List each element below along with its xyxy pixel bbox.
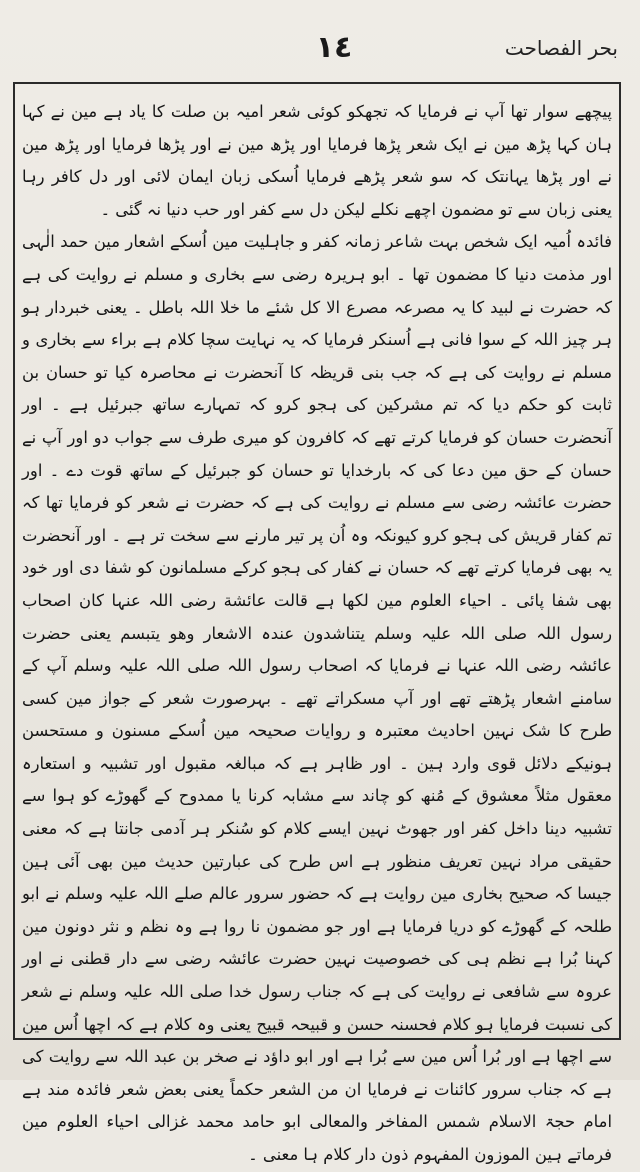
paragraph: فائدہ اُمیہ ایک شخص بہت شاعر زمانہ کفر و جاہلیت مین اُسکے اشعار مین حمد الٰہی اور مذمت دنیا کا مضمون تھا ۔ ابو ہریرہ رضی سے بخاری و مسلم نے روایت کی ہے کہ حضرت نے لبید کا یہ مصرعہ مصرع الا کل شئے ما خلا اللہ باطل ۔ یعنی خبردار ہو ہر چیز اللہ کے سوا فانی ہے اُسنکر فرمایا کہ یہ نہایت سچا کلام ہے براء سے بخاری و مسلم نے روایت کی ہے کہ جب بنی قریظہ کا آنحضرت نے محاصرہ کیا تو حسان بن ثابت کو حکم دیا کہ تم مشرکین کی ہجو کرو کہ تمہارے ساتھ جبرئیل ہے ۔ اور آنحضرت حسان کو فرمایا کرتے تھے کہ کافرون کو میری طرف سے جواب دو اور آپ نے حسان کے حق مین دعا کی کہ بارخدایا تو حسان کو جبرئیل کے ساتھ قوت دے ۔ اور حضرت عائشہ رضی سے مسلم نے روایت کی ہے کہ حضرت نے شعر کو فرمایا تھا کہ تم کفار قریش کی ہجو کرو کیونکہ وہ اُن پر تیر مارنے سے سخت تر ہے ۔ اور آنحضرت یہ بھی فرمایا کرتے تھے کہ حسان نے کفار کی ہجو کرکے مسلمانون کو شفا دی اور خود بھی شفا پائی ۔ احیاء العلوم مین لکھا ہے قالت عائشة رضی اللہ عنہا کان اصحاب رسول اللہ صلی اللہ علیہ وسلم یتناشدون عندہ الاشعار وھو یتبسم یعنی حضرت عائشہ رضی اللہ عنہا نے فرمایا کہ اصحاب رسول اللہ صلی اللہ علیہ وسلم آپ کے سامنے اشعار پڑھتے تھے اور آپ مسکراتے تھے ۔ بہرصورت شعر کے جواز مین کسی طرح کا شک نہین احادیث معتبرہ و روایات صحیحہ مین اُسکے مسنون و مستحسن ہونیکے دلائل قوی وارد ہین ۔ اور ظاہر ہے کہ مبالغہ مقبول اور تشبیہ و استعارہ معقول مثلاً معشوق کے مُنھ کو چاند سے مشابہ کرنا یا ممدوح کے گھوڑے کو ہوا سے تشبیہ دینا داخل کفر اور جھوٹ نہین ایسے کلام کو سُنکر ہر آدمی جانتا ہے کہ معنی حقیقی مراد نہین تعریف منظور ہے اس طرح کی عبارتین حدیث مین بھی آئی ہین جیسا کہ صحیح بخاری مین روایت ہے کہ حضور سرور عالم صلے اللہ علیہ وسلم نے ابو طلحہ کے گھوڑے کو دریا فرمایا ہے اور جو مضمون نا روا ہے وہ نظم و نثر دونون مین کہنا بُرا ہے نظم ہی کی خصوصیت نہین حضرت عائشہ رضی سے دار قطنی نے اور عروہ سے شافعی نے روایت کی ہے کہ جناب رسول خدا صلی اللہ علیہ وسلم نے شعر کی نسبت فرمایا ہو کلام فحسنہ حسن و قبیحہ قبیح یعنی وہ کلام ہے کہ اچھا اُس مین سے اچھا ہے اور بُرا اُس مین سے بُرا ہے اور ابو داؤد نے صخر بن عبد اللہ سے روایت کی ہے کہ جناب سرور کائنات نے فرمایا ان من الشعر حکماً یعنی بعض شعر فائدہ مند ہے امام حجۃ الاسلام شمس المفاخر والمعالی ابو حامد محمد غزالی احیاء العلوم مین فرماتے ہین الموزون المفہوم ذون دار کلام ہا معنی ۔ <box>22 232 612 1164</box>
paragraph: پیچھے سوار تھا آپ نے فرمایا کہ تجھکو کوئی شعر امیہ بن صلت کا یاد ہے مین نے کہا ہان کہا پڑھ مین نے ایک شعر پڑھا فرمایا اور پڑھ مین نے اور پڑھا فرمایا اور پڑھ مین نے اور پڑھا یہانتک کہ سو شعر پڑھے فرمایا اُسکی زبان ایمان لائی اور دل کافر رہا یعنی زبان سے تو مضمون اچھے نکلے لیکن دل سے کفر اور حب دنیا نہ گئی ۔ <box>22 102 612 219</box>
page-number: ١٤ <box>315 30 353 65</box>
page-header <box>14 30 626 74</box>
running-title: بحر الفصاحت <box>504 36 618 60</box>
body-text <box>22 96 612 1172</box>
